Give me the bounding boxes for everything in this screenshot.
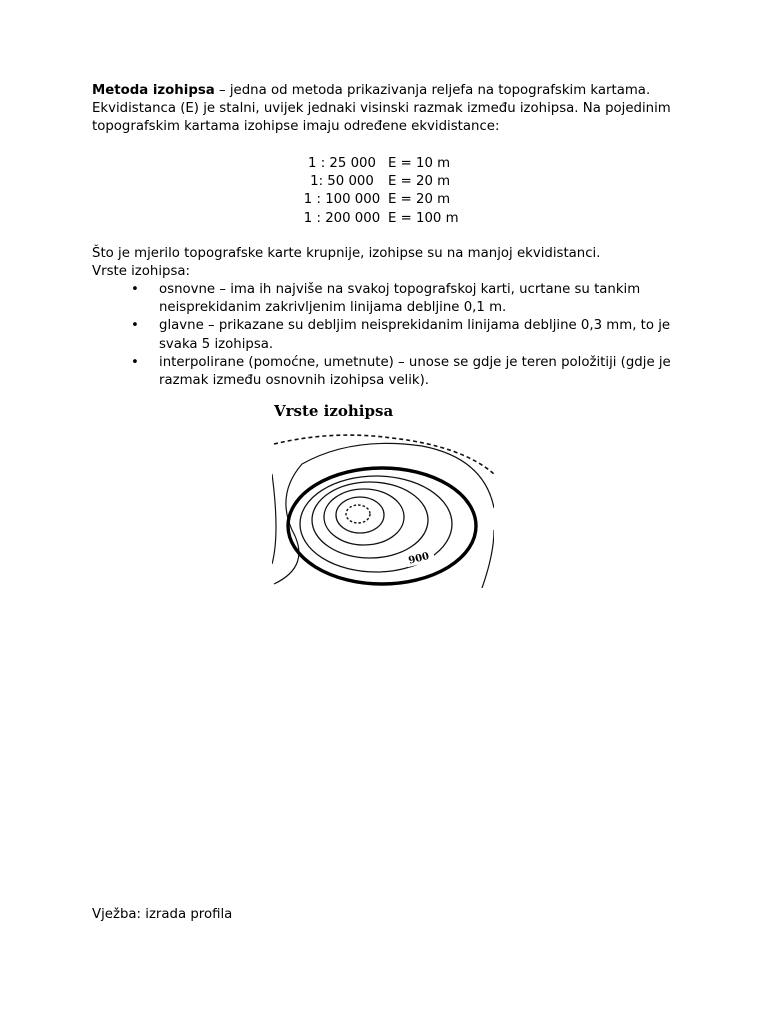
scale-note: Što je mjerilo topografske karte krupnije, izohipse su na manjoj ekvidistanci. [92, 246, 601, 261]
scale-row [296, 191, 459, 209]
equidistance-value: E = 10 m [388, 156, 451, 171]
list-item-text: interpolirane (pomoćne, umetnute) – unose se gdje je teren položitiji (gdje je razmak između osnovnih izohipsa velik). [159, 354, 671, 389]
equidistance-value: E = 20 m [388, 192, 451, 208]
list-item [131, 281, 691, 317]
second-paragraph [92, 245, 692, 281]
intro-text: – jedna od metoda prikazivanja reljefa na topografskim kartama. Ekvidistanca (E) je stalni, uvijek jednaki visinski razmak između izohipsa. Na pojedinim topografskim kartama izohipse imaju određene ekvidistance: [92, 83, 671, 135]
list-item [131, 354, 691, 390]
contour-types-list [131, 281, 691, 390]
contour-elevation-label: 900 [407, 550, 431, 567]
scale-row [296, 155, 459, 173]
bullet-icon: • [131, 354, 139, 370]
list-item-text: osnovne – ima ih najviše na svakoj topografskoj karti, ucrtane su tankim neisprekidanim zakrivljenim linijama debljine 0,1 m. [159, 282, 641, 316]
equidistance-value: E = 20 m [388, 174, 451, 190]
contour-map-illustration [272, 434, 494, 588]
figure-title: Vrste izohipsa [274, 402, 394, 420]
intro-term: Metoda izohipsa [92, 83, 215, 98]
contour-figure [266, 402, 494, 588]
scale-value: 1 : 200 000 [303, 210, 381, 226]
intro-paragraph [92, 82, 682, 137]
types-heading: Vrste izohipsa: [92, 264, 191, 280]
scale-value: 1: 50 000 [310, 174, 374, 190]
list-item [131, 317, 691, 353]
scale-row [296, 210, 459, 228]
scale-row [296, 173, 459, 191]
bullet-icon: • [131, 318, 139, 334]
list-item-text: glavne – prikazane su debljim neisprekidanim linijama debljine 0,3 mm, to je svaka 5 izohipsa. [159, 318, 671, 352]
exercise-heading: Vježba: izrada profila [92, 907, 233, 922]
bullet-icon: • [131, 282, 139, 297]
equidistance-value: E = 100 m [388, 210, 459, 226]
scale-value: 1 : 25 000 [308, 156, 376, 171]
scale-equidistance-table [296, 155, 459, 228]
scale-value: 1 : 100 000 [303, 192, 381, 208]
